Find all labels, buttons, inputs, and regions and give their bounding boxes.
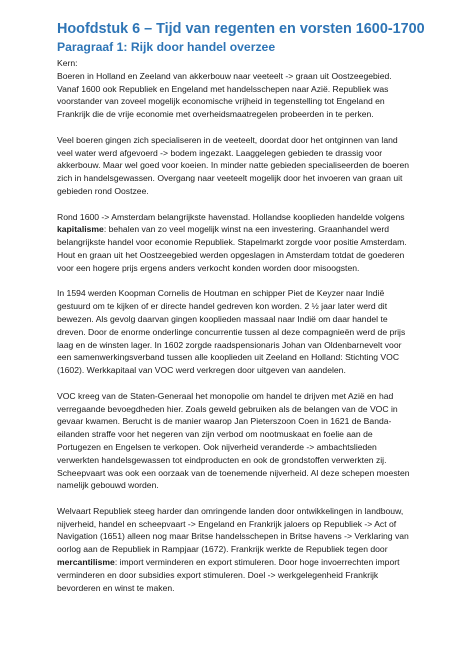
text-line (57, 211, 434, 224)
text-run: voorstander van zoveel mogelijk economische vrijheid in tegenstelling tot Engeland en (57, 96, 385, 107)
text-run: eilanden straffe voor het negeren van zijn verbod om nootmuskaat en foelie aan de (57, 429, 373, 440)
text-run: laag en de winsten lager. In 1602 zorgde raadspensionaris Johan van Oldenbarnevelt voor (57, 339, 402, 350)
paragraph (57, 287, 434, 377)
text-run: gestuurd om te kijken of er directe handel gedreven kon worden. 2 ½ jaar later werd dit (57, 301, 388, 312)
text-run: veel water werd afgevoerd -> bodem ingezakt. Laaggelegen gebieden te drassig voor (57, 147, 383, 158)
text-run: Vanaf 1600 ook Republiek en Engeland met handelsschepen naar Azië. Republiek was (57, 83, 389, 94)
text-run: gevaar kwamen. Berucht is de manier waarop Jan Pieterszoon Coen in 1621 de Banda- (57, 416, 392, 427)
text-line (57, 415, 434, 428)
text-run: verwerkten handelsgewassen tot eindproducten en ook de grondstoffen verwerkten zij. (57, 454, 387, 465)
text-run: Kern: (57, 58, 78, 68)
text-line (57, 569, 434, 582)
text-run: verregaande bevoegdheden hier. Zoals geweld gebruiken als de belangen van de VOC in (57, 403, 398, 414)
text-line (57, 326, 434, 339)
text-line (57, 467, 434, 480)
text-run: oorlog aan de Republiek in Rampjaar (1672). Frankrijk werkte de Republiek tegen door (57, 544, 388, 555)
text-line (57, 364, 434, 377)
text-run: verminderen en door subsidies export stimuleren. Doel -> werkgelegenheid Frankrijk (57, 569, 379, 580)
text-line (57, 159, 434, 172)
text-run: Portugezen en Engelsen te verkopen. Ook nijverheid veranderde -> ambachtslieden (57, 441, 377, 452)
text-run: Welvaart Republiek steeg harder dan omringende landen door ontwikkelingen in landbouw, (57, 505, 404, 516)
text-run: gebieden rond Oostzee. (57, 185, 149, 196)
paragraph (57, 390, 434, 492)
text-line (57, 108, 434, 121)
text-run: Boeren in Holland en Zeeland van akkerbouw naar veeteelt -> graan uit Oostzeegebied. (57, 70, 392, 81)
text-line (57, 543, 434, 556)
text-run: een samenwerkingsverband tussen alle kooplieden uit Zeeland en Holland: Stichting VOC (57, 352, 400, 363)
text-run: Veel boeren gingen zich specialiseren in de veeteelt, doordat door het ontginnen van land (57, 134, 398, 145)
text-line (57, 530, 434, 543)
paragraph (57, 211, 434, 275)
text-line (57, 57, 434, 70)
text-run: VOC kreeg van de Staten-Generaal het monopolie om handel te drijven met Azië en had (57, 390, 394, 401)
text-run: Hout en graan uit het Oostzeegebied werden opgeslagen in Amsterdam totdat de goederen (57, 249, 405, 260)
text-line (57, 249, 434, 262)
text-run: belangrijkste handel voor economie Republiek. Stapelmarkt zorgde voor positie Amsterdam. (57, 237, 407, 248)
key-term: kapitalisme (57, 224, 104, 235)
text-run: namelijk gebouwd worden. (57, 480, 159, 491)
text-run: : behalen van zo veel mogelijk winst na een investering. Graanhandel werd (103, 224, 390, 235)
text-line (57, 262, 434, 275)
paragraph (57, 57, 434, 121)
text-line (57, 479, 434, 492)
text-line (57, 582, 434, 595)
text-run: bevorderen en winst te maken. (57, 582, 175, 593)
text-run: (1602). Werkkapitaal van VOC werd verkregen door uitgeven van aandelen. (57, 365, 346, 376)
paragraph (57, 505, 434, 595)
text-line (57, 454, 434, 467)
text-run: bewezen. Als gevolg daarvan gingen kooplieden massaal naar Indië om daar handel te (57, 313, 388, 324)
text-line (57, 351, 434, 364)
text-run: : import verminderen en export stimuleren. Door hoge invoerrechten import (114, 557, 400, 568)
text-line (57, 313, 434, 326)
text-line (57, 403, 434, 416)
text-line (57, 505, 434, 518)
text-run: nijverheid, handel en scheepvaart -> Engeland en Frankrijk jaloers op Republiek -> Act of (57, 518, 397, 529)
text-line (57, 185, 434, 198)
text-run: Navigation (1651) alleen nog maar Britse handelsschepen in Britse havens -> Verklaring van (57, 531, 409, 542)
text-line (57, 95, 434, 108)
text-line (57, 147, 434, 160)
text-line (57, 83, 434, 96)
text-run: zich in handelsgewassen. Overgang naar veeteelt mogelijk door het invoeren van graan uit (57, 173, 403, 184)
text-line (57, 339, 434, 352)
text-line (57, 441, 434, 454)
text-line (57, 300, 434, 313)
body-text (57, 57, 434, 594)
section-heading: Paragraaf 1: Rijk door handel overzee (57, 40, 276, 54)
text-run: akkerbouw. Maar wel goed voor koeien. In minder natte gebieden specialiseerden de boeren (57, 160, 410, 171)
text-run: Rond 1600 -> Amsterdam belangrijkste havenstad. Hollandse kooplieden handelde volgens (57, 211, 405, 222)
text-run: Scheepvaart was ook een oorzaak van de toenemende nijverheid. Al deze schepen moesten (57, 467, 410, 478)
text-line (57, 70, 434, 83)
text-run: voor een hogere prijs ergens anders verkocht konden worden door misoogsten. (57, 262, 360, 273)
paragraph (57, 134, 434, 198)
text-line (57, 390, 434, 403)
text-line (57, 518, 434, 531)
text-run: Frankrijk die de vrije economie met overheidsmaatregelen probeerden in te perken. (57, 109, 374, 120)
text-run: dreven. Door de enorme onderlinge concurrentie tussen al deze compagnieën werd de prijs (57, 326, 406, 337)
text-line (57, 236, 434, 249)
text-line (57, 134, 434, 147)
key-term: mercantilisme (57, 557, 115, 568)
text-line (57, 556, 434, 569)
text-line (57, 287, 434, 300)
text-line (57, 223, 434, 236)
chapter-heading: Hoofdstuk 6 – Tijd van regenten en vorsten 1600-1700 (57, 21, 425, 37)
text-run: In 1594 werden Koopman Cornelis de Houtman en schipper Piet de Keyzer naar Indië (57, 288, 385, 299)
text-line (57, 172, 434, 185)
text-line (57, 428, 434, 441)
